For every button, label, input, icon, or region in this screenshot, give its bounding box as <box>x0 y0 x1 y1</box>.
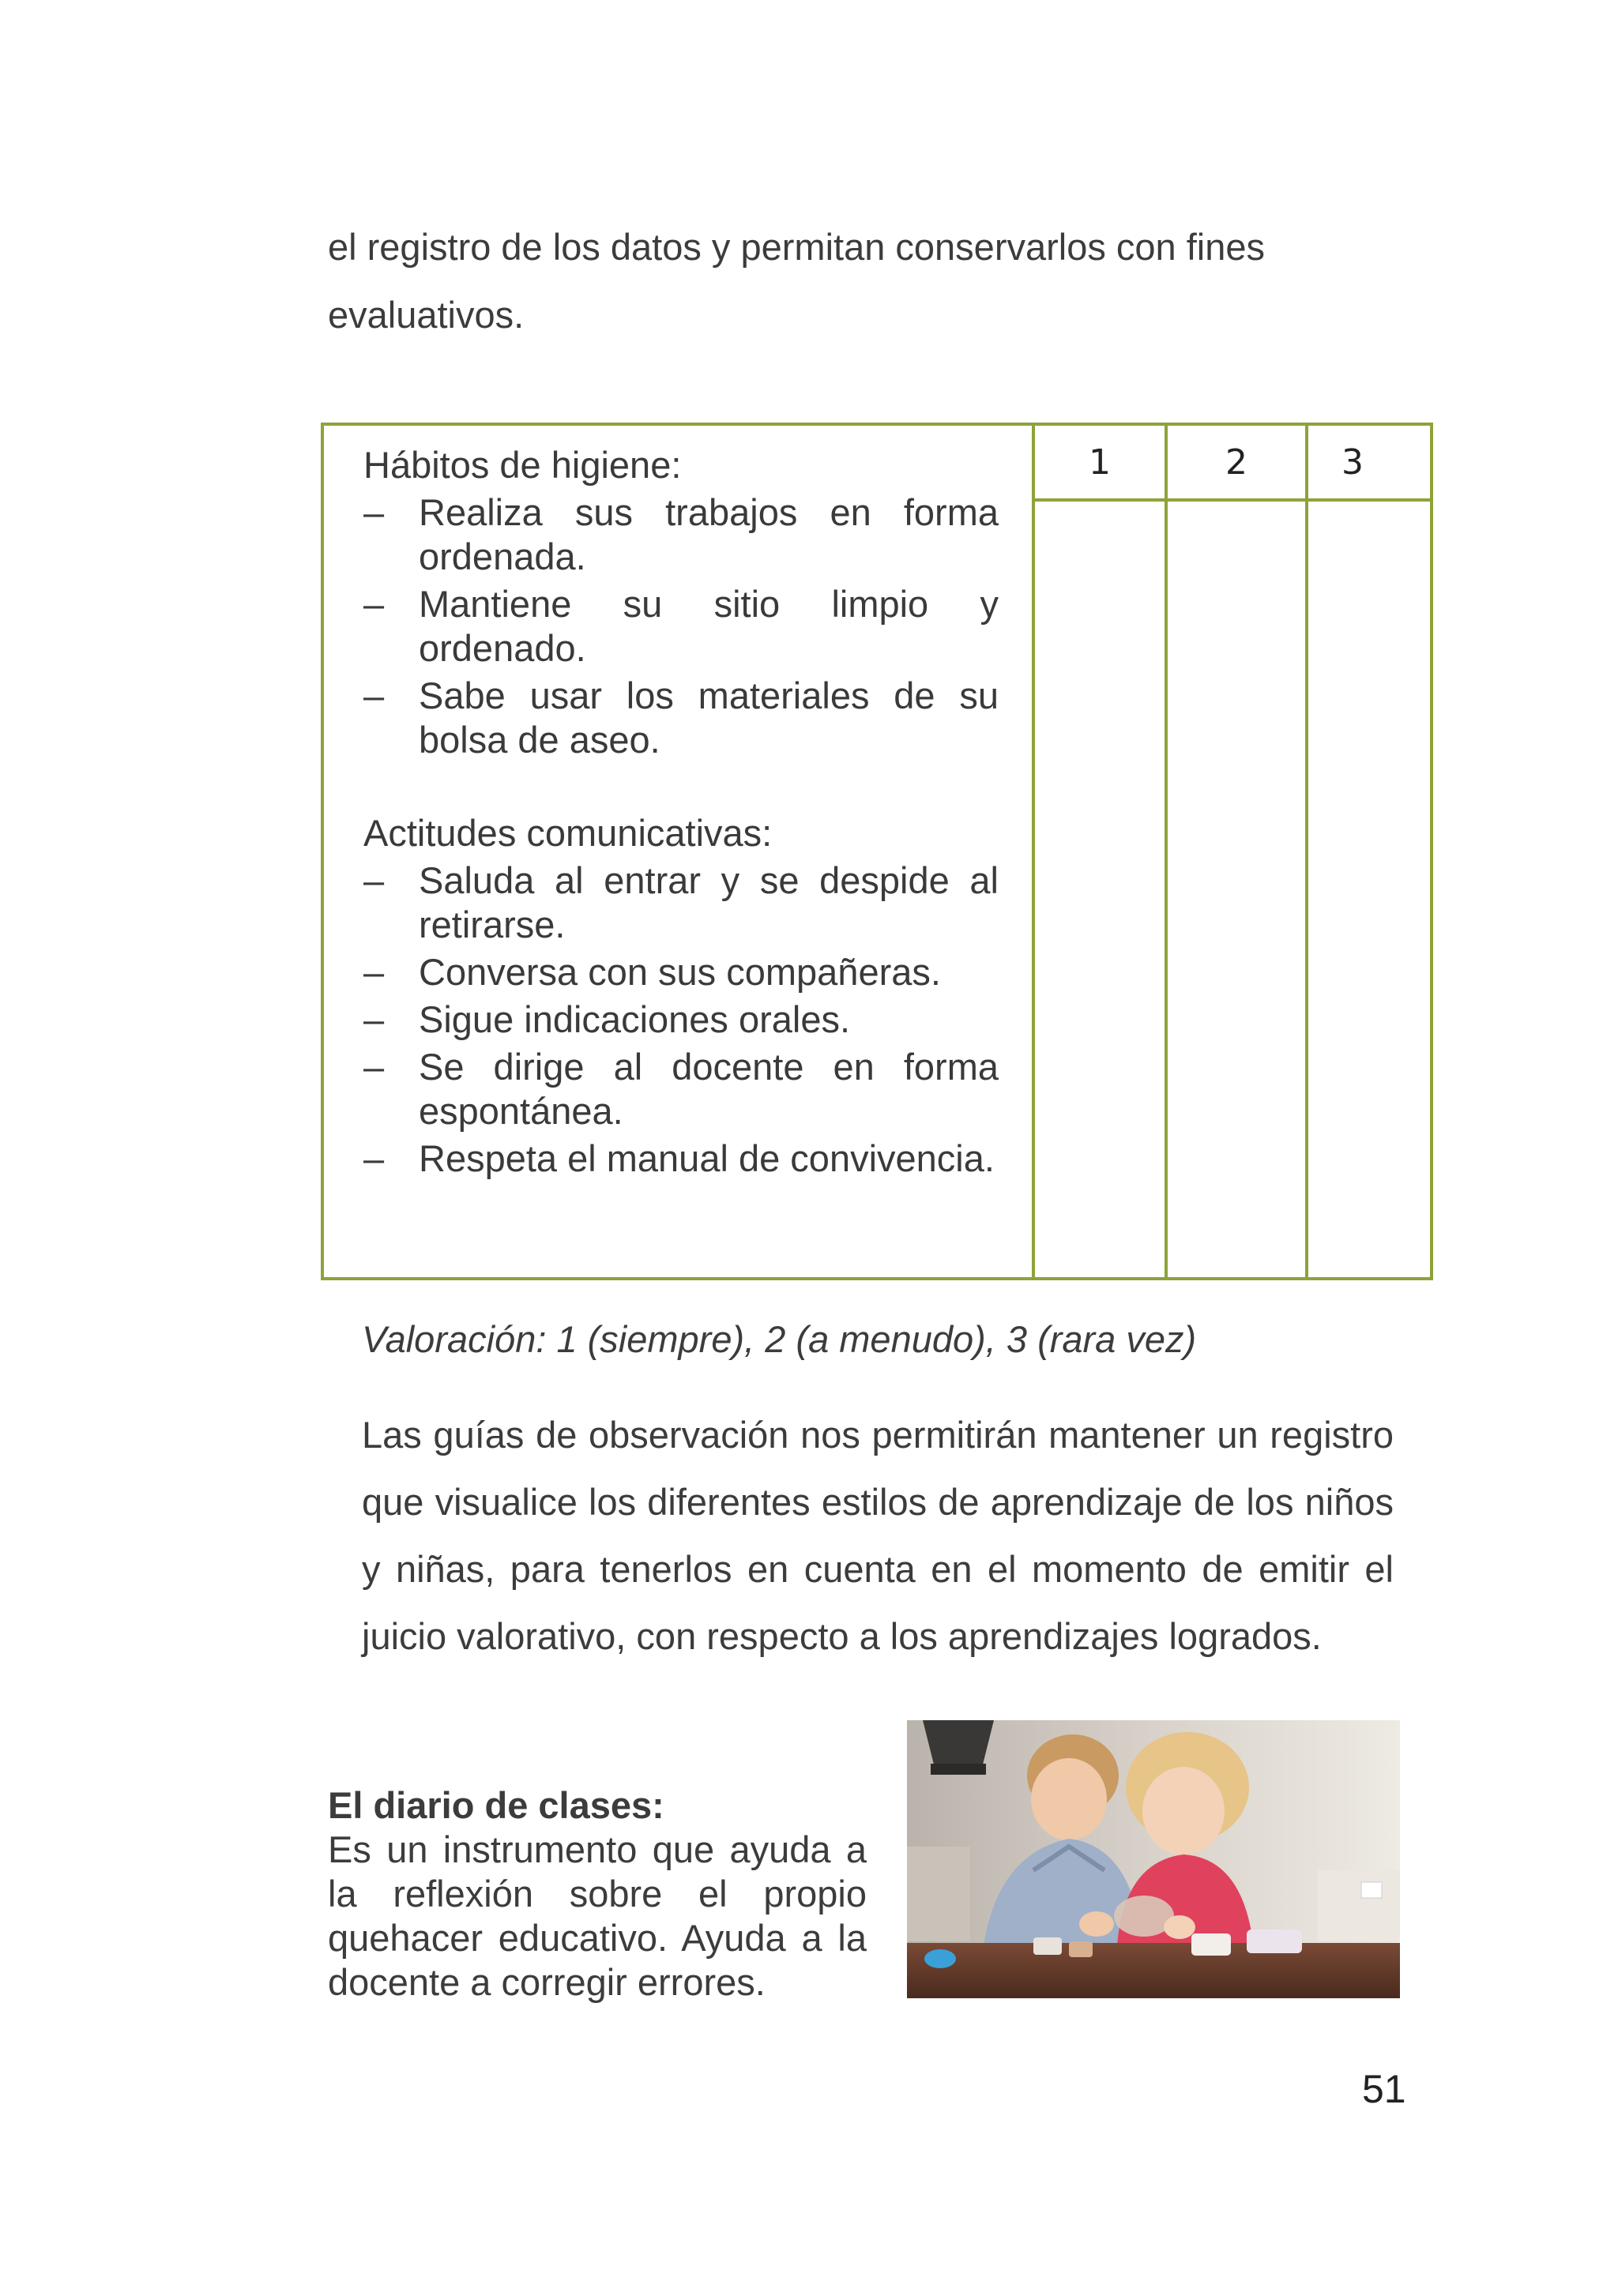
rating-column-2 <box>1168 426 1308 1277</box>
dash-bullet: – <box>363 675 385 716</box>
dash-bullet: – <box>363 998 385 1040</box>
diario-description: Es un instrumento que ayuda a la reflexión sobre el propio quehacer educativo. Ayuda a la docente a corregir errores. <box>328 1828 867 2003</box>
rating-cell-1 <box>1035 502 1165 1277</box>
rating-column-1 <box>1035 426 1168 1277</box>
list-item <box>363 859 999 947</box>
list-item <box>363 582 999 671</box>
body-paragraph: Las guías de observación nos permitirán mantener un registro que visualice los diferentes estilos de aprendizaje de los niños y niñas, para tenerlos en cuenta en el momento de emitir el juicio valorativo, con respecto a los aprendizajes logrados. <box>362 1414 1394 1657</box>
rating-legend: Valoración: 1 (siempre), 2 (a menudo), 3 (rara vez) <box>362 1318 1197 1360</box>
diario-section <box>328 1783 867 2005</box>
rating-cell-3 <box>1308 502 1430 1277</box>
behavior-items-column <box>324 426 1035 1277</box>
list-item <box>363 950 999 994</box>
rating-header-2: 2 <box>1168 426 1305 502</box>
dash-bullet: – <box>363 859 385 901</box>
section-title-hygiene: Hábitos de higiene: <box>363 444 682 486</box>
intro-text <box>328 213 1355 349</box>
item-text: Sabe usar los materiales de su bolsa de aseo. <box>419 675 999 761</box>
observation-checklist-table <box>321 423 1433 1280</box>
rating-column-3 <box>1308 426 1430 1277</box>
item-text: Mantiene su sitio limpio y ordenado. <box>419 583 999 669</box>
list-item <box>363 490 999 579</box>
page-number: 51 <box>1362 2067 1406 2111</box>
item-text: Se dirige al docente en forma espontánea. <box>419 1046 999 1132</box>
intro-line-2: evaluativos. <box>328 294 525 336</box>
rating-cell-2 <box>1168 502 1305 1277</box>
list-item <box>363 674 999 762</box>
item-text: Conversa con sus compañeras. <box>419 951 941 993</box>
item-text: Respeta el manual de convivencia. <box>419 1137 995 1179</box>
dash-bullet: – <box>363 1137 385 1179</box>
intro-line-1: el registro de los datos y permitan conservarlos con fines <box>328 226 1266 268</box>
children-photo <box>907 1720 1400 1998</box>
dash-bullet: – <box>363 951 385 993</box>
list-item <box>363 1045 999 1133</box>
rating-header-3: 3 <box>1308 426 1430 502</box>
dash-bullet: – <box>363 1046 385 1088</box>
list-item <box>363 998 999 1042</box>
children-photo-illustration <box>907 1720 1400 1998</box>
list-item <box>363 1137 999 1181</box>
dash-bullet: – <box>363 491 385 533</box>
rating-header-1: 1 <box>1035 426 1165 502</box>
section-title-communication: Actitudes comunicativas: <box>363 812 773 854</box>
item-text: Realiza sus trabajos en forma ordenada. <box>419 491 999 577</box>
dash-bullet: – <box>363 583 385 625</box>
item-text: Saluda al entrar y se despide al retirarse. <box>419 859 999 945</box>
diario-title: El diario de clases: <box>328 1784 664 1826</box>
item-text: Sigue indicaciones orales. <box>419 998 851 1040</box>
